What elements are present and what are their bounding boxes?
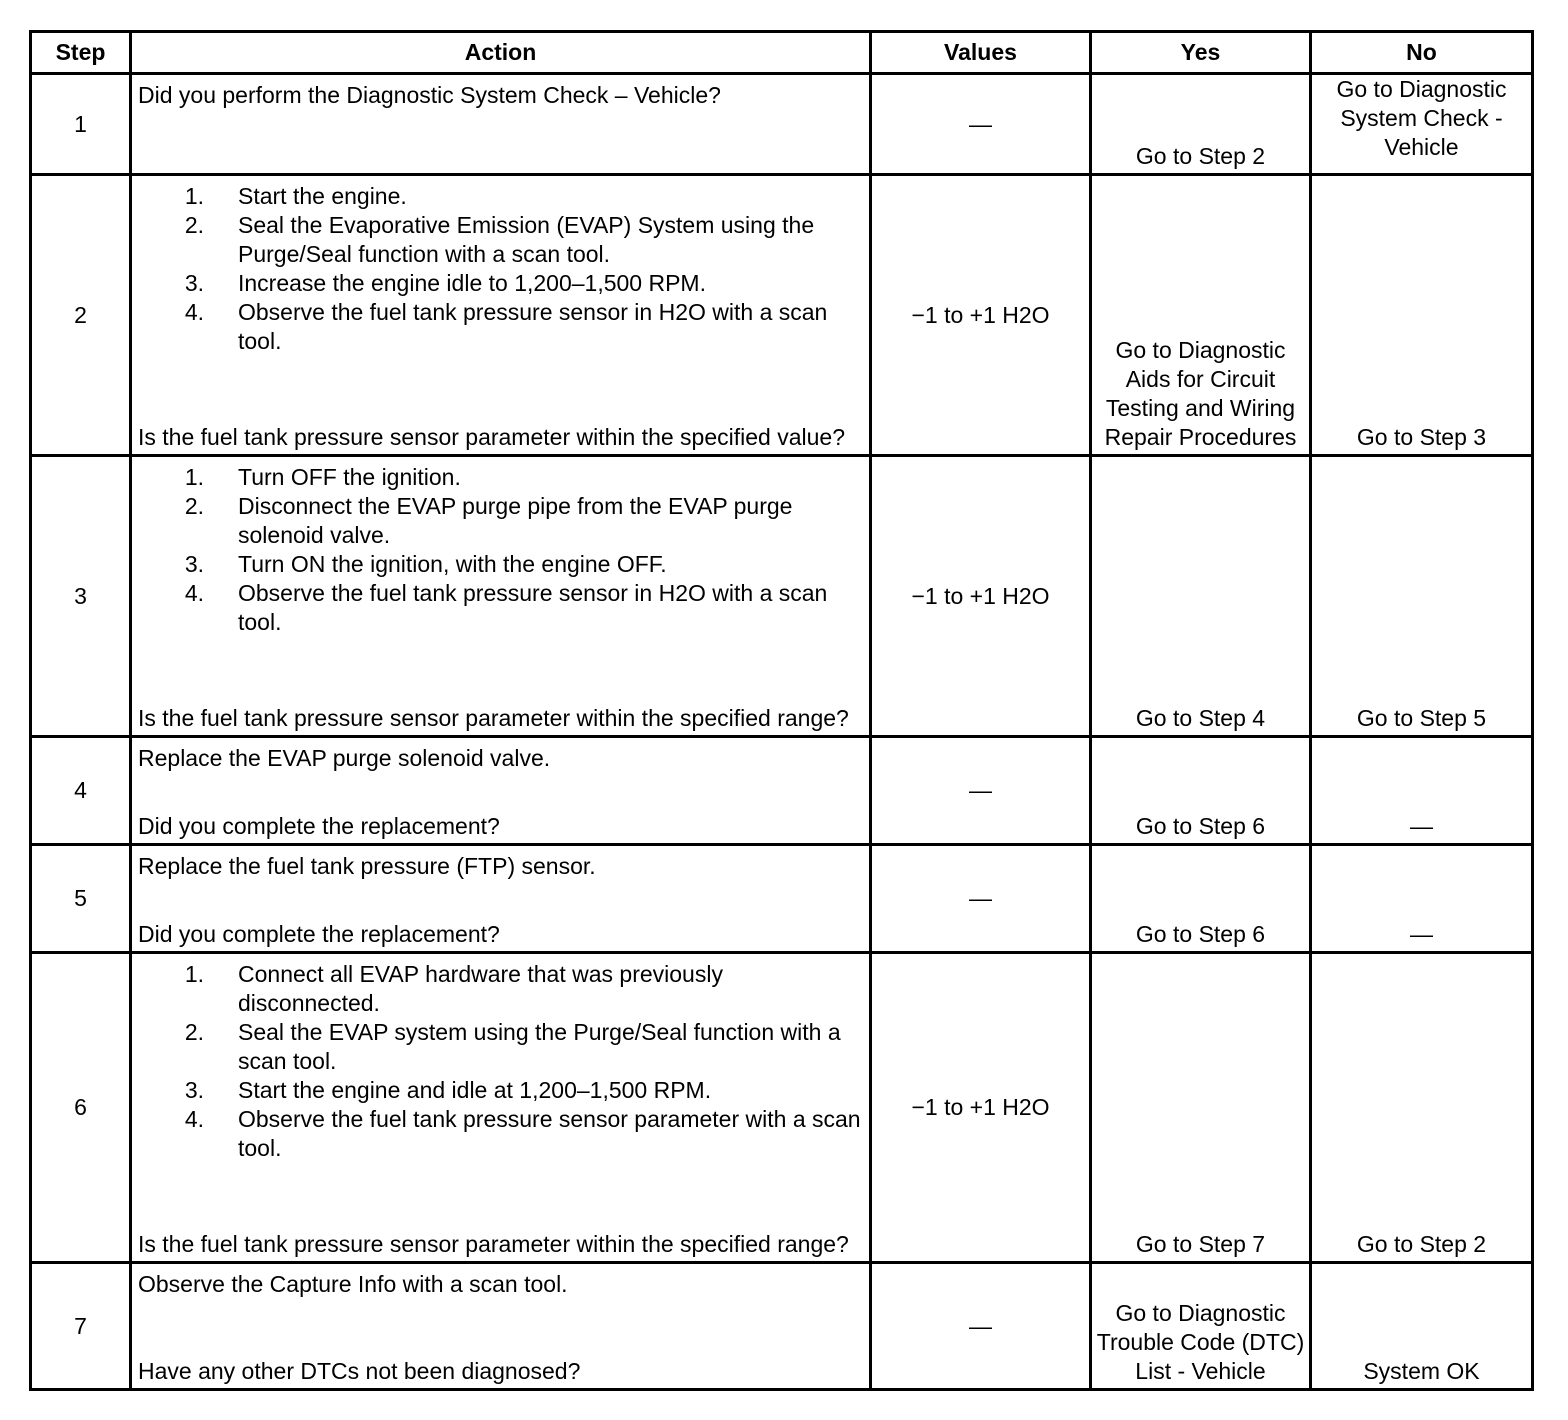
header-action: Action bbox=[131, 32, 871, 74]
list-item-text: Observe the fuel tank pressure sensor parameter with a scan tool. bbox=[238, 1106, 861, 1161]
list-item-number: 4. bbox=[184, 1106, 204, 1132]
yes-cell: Go to Step 6 bbox=[1091, 737, 1311, 845]
list-item-text: Seal the EVAP system using the Purge/Seal function with a scan tool. bbox=[238, 1019, 841, 1074]
list-item-text: Connect all EVAP hardware that was previously disconnected. bbox=[238, 961, 723, 1016]
yes-cell: Go to Step 2 bbox=[1091, 74, 1311, 175]
list-item bbox=[138, 211, 863, 269]
list-item bbox=[138, 463, 863, 492]
action-question: Is the fuel tank pressure sensor parameter within the specified range? bbox=[138, 705, 849, 731]
action-cell bbox=[131, 456, 871, 737]
value-cell: −1 to +1 H2O bbox=[871, 175, 1091, 456]
action-steps-list bbox=[138, 182, 863, 356]
list-item-number: 3. bbox=[184, 551, 204, 577]
table-row bbox=[31, 737, 1533, 845]
step-number: 2 bbox=[31, 175, 131, 456]
no-cell: Go to Step 3 bbox=[1311, 175, 1533, 456]
table-body bbox=[31, 74, 1533, 1390]
action-question: Is the fuel tank pressure sensor parameter within the specified range? bbox=[138, 1231, 849, 1257]
list-item-number: 2. bbox=[184, 1019, 204, 1045]
yes-cell: Go to Step 7 bbox=[1091, 953, 1311, 1263]
list-item-number: 1. bbox=[184, 183, 204, 209]
list-item-number: 1. bbox=[184, 961, 204, 987]
list-item-number: 2. bbox=[184, 493, 204, 519]
action-intro: Replace the fuel tank pressure (FTP) sensor. bbox=[138, 853, 596, 879]
list-item-text: Start the engine and idle at 1,200–1,500 RPM. bbox=[238, 1077, 712, 1103]
table-row bbox=[31, 845, 1533, 953]
no-cell: Go to Step 5 bbox=[1311, 456, 1533, 737]
list-item bbox=[138, 1018, 863, 1076]
list-item-number: 1. bbox=[184, 464, 204, 490]
diagnostic-table bbox=[29, 30, 1534, 1391]
step-number: 4 bbox=[31, 737, 131, 845]
action-cell bbox=[131, 737, 871, 845]
value-cell: — bbox=[871, 74, 1091, 175]
yes-cell: Go to Step 4 bbox=[1091, 456, 1311, 737]
step-number: 6 bbox=[31, 953, 131, 1263]
action-cell bbox=[131, 74, 871, 175]
table-row bbox=[31, 1263, 1533, 1390]
no-cell: Go to Diagnostic System Check - Vehicle bbox=[1311, 74, 1533, 175]
step-number: 5 bbox=[31, 845, 131, 953]
action-intro: Did you perform the Diagnostic System Check – Vehicle? bbox=[138, 82, 721, 108]
list-item-number: 4. bbox=[184, 299, 204, 325]
list-item-number: 2. bbox=[184, 212, 204, 238]
list-item bbox=[138, 269, 863, 298]
list-item bbox=[138, 960, 863, 1018]
action-question: Did you complete the replacement? bbox=[138, 921, 500, 947]
value-cell: −1 to +1 H2O bbox=[871, 953, 1091, 1263]
list-item-text: Turn ON the ignition, with the engine OFF. bbox=[238, 551, 667, 577]
header-yes: Yes bbox=[1091, 32, 1311, 74]
action-cell bbox=[131, 1263, 871, 1390]
yes-cell: Go to Diagnostic Aids for Circuit Testing and Wiring Repair Procedures bbox=[1091, 175, 1311, 456]
action-cell bbox=[131, 845, 871, 953]
value-cell: — bbox=[871, 845, 1091, 953]
list-item-number: 4. bbox=[184, 580, 204, 606]
value-cell: — bbox=[871, 1263, 1091, 1390]
list-item-number: 3. bbox=[184, 270, 204, 296]
list-item-text: Disconnect the EVAP purge pipe from the EVAP purge solenoid valve. bbox=[238, 493, 793, 548]
action-question: Is the fuel tank pressure sensor parameter within the specified value? bbox=[138, 424, 845, 450]
header-values: Values bbox=[871, 32, 1091, 74]
list-item bbox=[138, 550, 863, 579]
list-item bbox=[138, 492, 863, 550]
table-row bbox=[31, 175, 1533, 456]
header-no: No bbox=[1311, 32, 1533, 74]
table-row bbox=[31, 456, 1533, 737]
yes-cell: Go to Diagnostic Trouble Code (DTC) List - Vehicle bbox=[1091, 1263, 1311, 1390]
list-item bbox=[138, 1105, 863, 1163]
list-item bbox=[138, 182, 863, 211]
table-row bbox=[31, 953, 1533, 1263]
list-item bbox=[138, 298, 863, 356]
action-question: Did you complete the replacement? bbox=[138, 813, 500, 839]
list-item-text: Observe the fuel tank pressure sensor in H2O with a scan tool. bbox=[238, 580, 828, 635]
list-item-number: 3. bbox=[184, 1077, 204, 1103]
table-row bbox=[31, 74, 1533, 175]
action-cell bbox=[131, 175, 871, 456]
header-step: Step bbox=[31, 32, 131, 74]
list-item bbox=[138, 579, 863, 637]
no-cell: — bbox=[1311, 845, 1533, 953]
value-cell: — bbox=[871, 737, 1091, 845]
no-cell: System OK bbox=[1311, 1263, 1533, 1390]
action-steps-list bbox=[138, 960, 863, 1163]
action-intro: Replace the EVAP purge solenoid valve. bbox=[138, 745, 551, 771]
no-cell: Go to Step 2 bbox=[1311, 953, 1533, 1263]
no-cell: — bbox=[1311, 737, 1533, 845]
list-item-text: Seal the Evaporative Emission (EVAP) System using the Purge/Seal function with a scan tool. bbox=[238, 212, 815, 267]
list-item-text: Increase the engine idle to 1,200–1,500 RPM. bbox=[238, 270, 706, 296]
list-item bbox=[138, 1076, 863, 1105]
action-question: Have any other DTCs not been diagnosed? bbox=[138, 1358, 581, 1384]
yes-cell: Go to Step 6 bbox=[1091, 845, 1311, 953]
list-item-text: Observe the fuel tank pressure sensor in H2O with a scan tool. bbox=[238, 299, 828, 354]
action-steps-list bbox=[138, 463, 863, 637]
step-number: 7 bbox=[31, 1263, 131, 1390]
value-cell: −1 to +1 H2O bbox=[871, 456, 1091, 737]
header-row bbox=[31, 32, 1533, 74]
step-number: 1 bbox=[31, 74, 131, 175]
action-intro: Observe the Capture Info with a scan tool. bbox=[138, 1271, 568, 1297]
list-item-text: Start the engine. bbox=[238, 183, 407, 209]
list-item-text: Turn OFF the ignition. bbox=[238, 464, 461, 490]
action-cell bbox=[131, 953, 871, 1263]
step-number: 3 bbox=[31, 456, 131, 737]
